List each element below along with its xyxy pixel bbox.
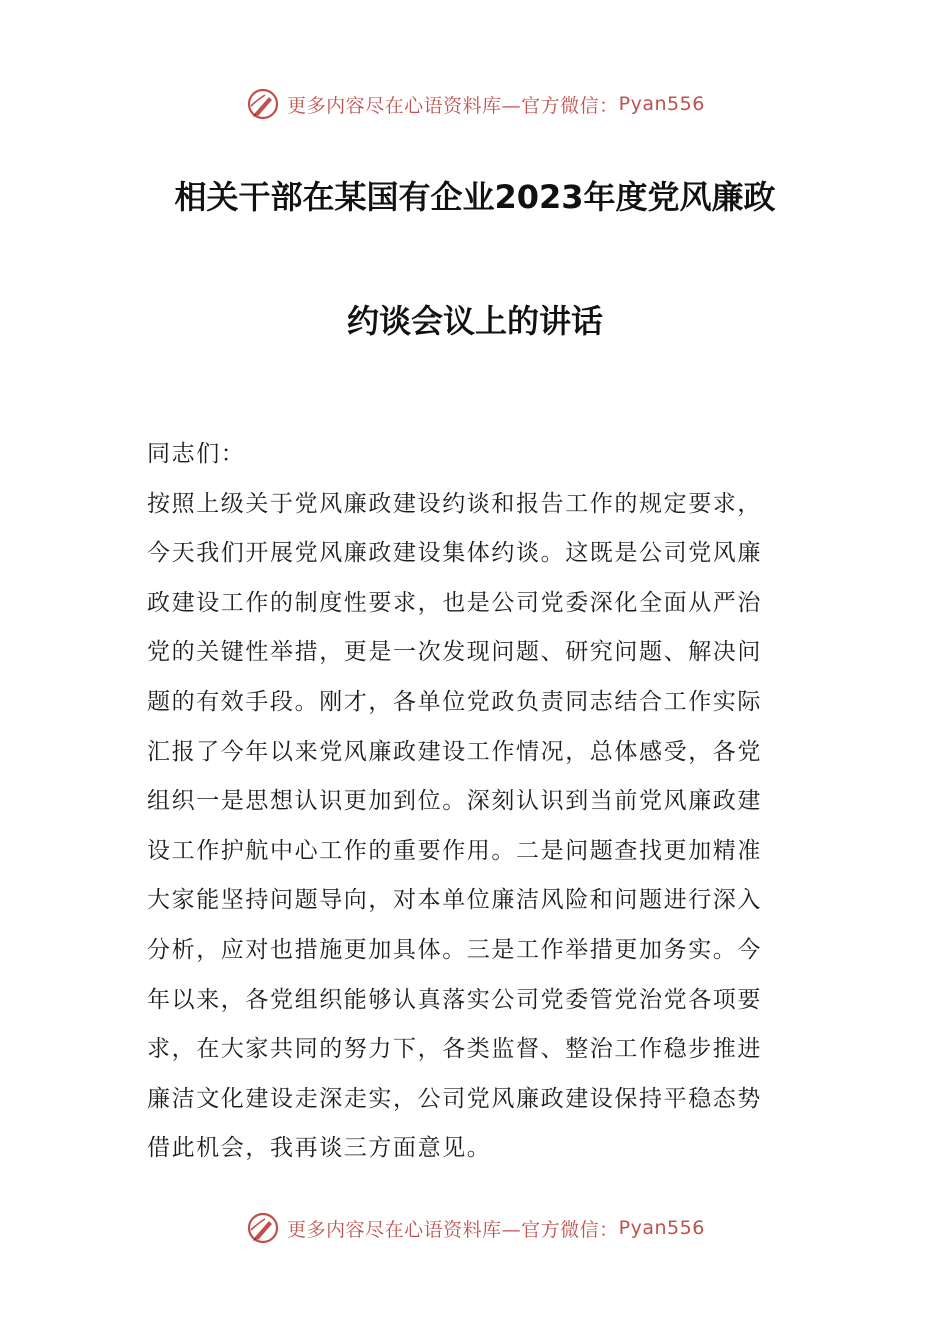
body-line: 按照上级关于党风廉政建设约谈和报告工作的规定要求， — [147, 490, 762, 517]
footer-watermark — [0, 1208, 950, 1248]
header-watermark — [0, 84, 950, 124]
watermark-text: 更多内容尽在心语资料库—官方微信： — [287, 94, 619, 117]
body-line: 大家能坚持问题导向，对本单位廉洁风险和问题进行深入 — [147, 887, 762, 914]
body-line: 政建设工作的制度性要求，也是公司党委深化全面从严治 — [147, 589, 762, 616]
body-line: 设工作护航中心工作的重要作用。二是问题查找更加精准 — [147, 837, 762, 864]
body-line: 汇报了今年以来党风廉政建设工作情况，总体感受，各党 — [147, 738, 762, 765]
watermark-wechat-id: Pyan556 — [618, 1217, 705, 1239]
body-line: 分析，应对也措施更加具体。三是工作举措更加务实。今 — [147, 936, 762, 963]
body-line: 组织一是思想认识更加到位。深刻认识到当前党风廉政建 — [147, 788, 762, 815]
document-body — [147, 430, 807, 1174]
body-line: 求，在大家共同的努力下，各类监督、整治工作稳步推进 — [147, 1036, 762, 1063]
pen-logo-icon — [245, 86, 281, 122]
document-title-line-2: 约谈会议上的讲话 — [346, 302, 603, 340]
body-line: 党的关键性举措，更是一次发现问题、研究问题、解决问 — [147, 639, 762, 666]
watermark-text: 更多内容尽在心语资料库—官方微信： — [287, 1218, 619, 1241]
body-line: 借此机会，我再谈三方面意见。 — [147, 1135, 492, 1162]
document-title-line-1: 相关干部在某国有企业2023年度党风廉政 — [174, 178, 776, 216]
salutation: 同志们： — [147, 441, 246, 467]
body-line: 廉洁文化建设走深走实，公司党风廉政建设保持平稳态势 — [147, 1085, 762, 1112]
body-line: 年以来，各党组织能够认真落实公司党委管党治党各项要 — [147, 986, 762, 1013]
body-line: 题的有效手段。刚才，各单位党政负责同志结合工作实际 — [147, 688, 762, 715]
watermark-wechat-id: Pyan556 — [618, 93, 705, 115]
body-line: 今天我们开展党风廉政建设集体约谈。这既是公司党风廉 — [147, 540, 762, 567]
pen-logo-icon — [245, 1210, 281, 1246]
